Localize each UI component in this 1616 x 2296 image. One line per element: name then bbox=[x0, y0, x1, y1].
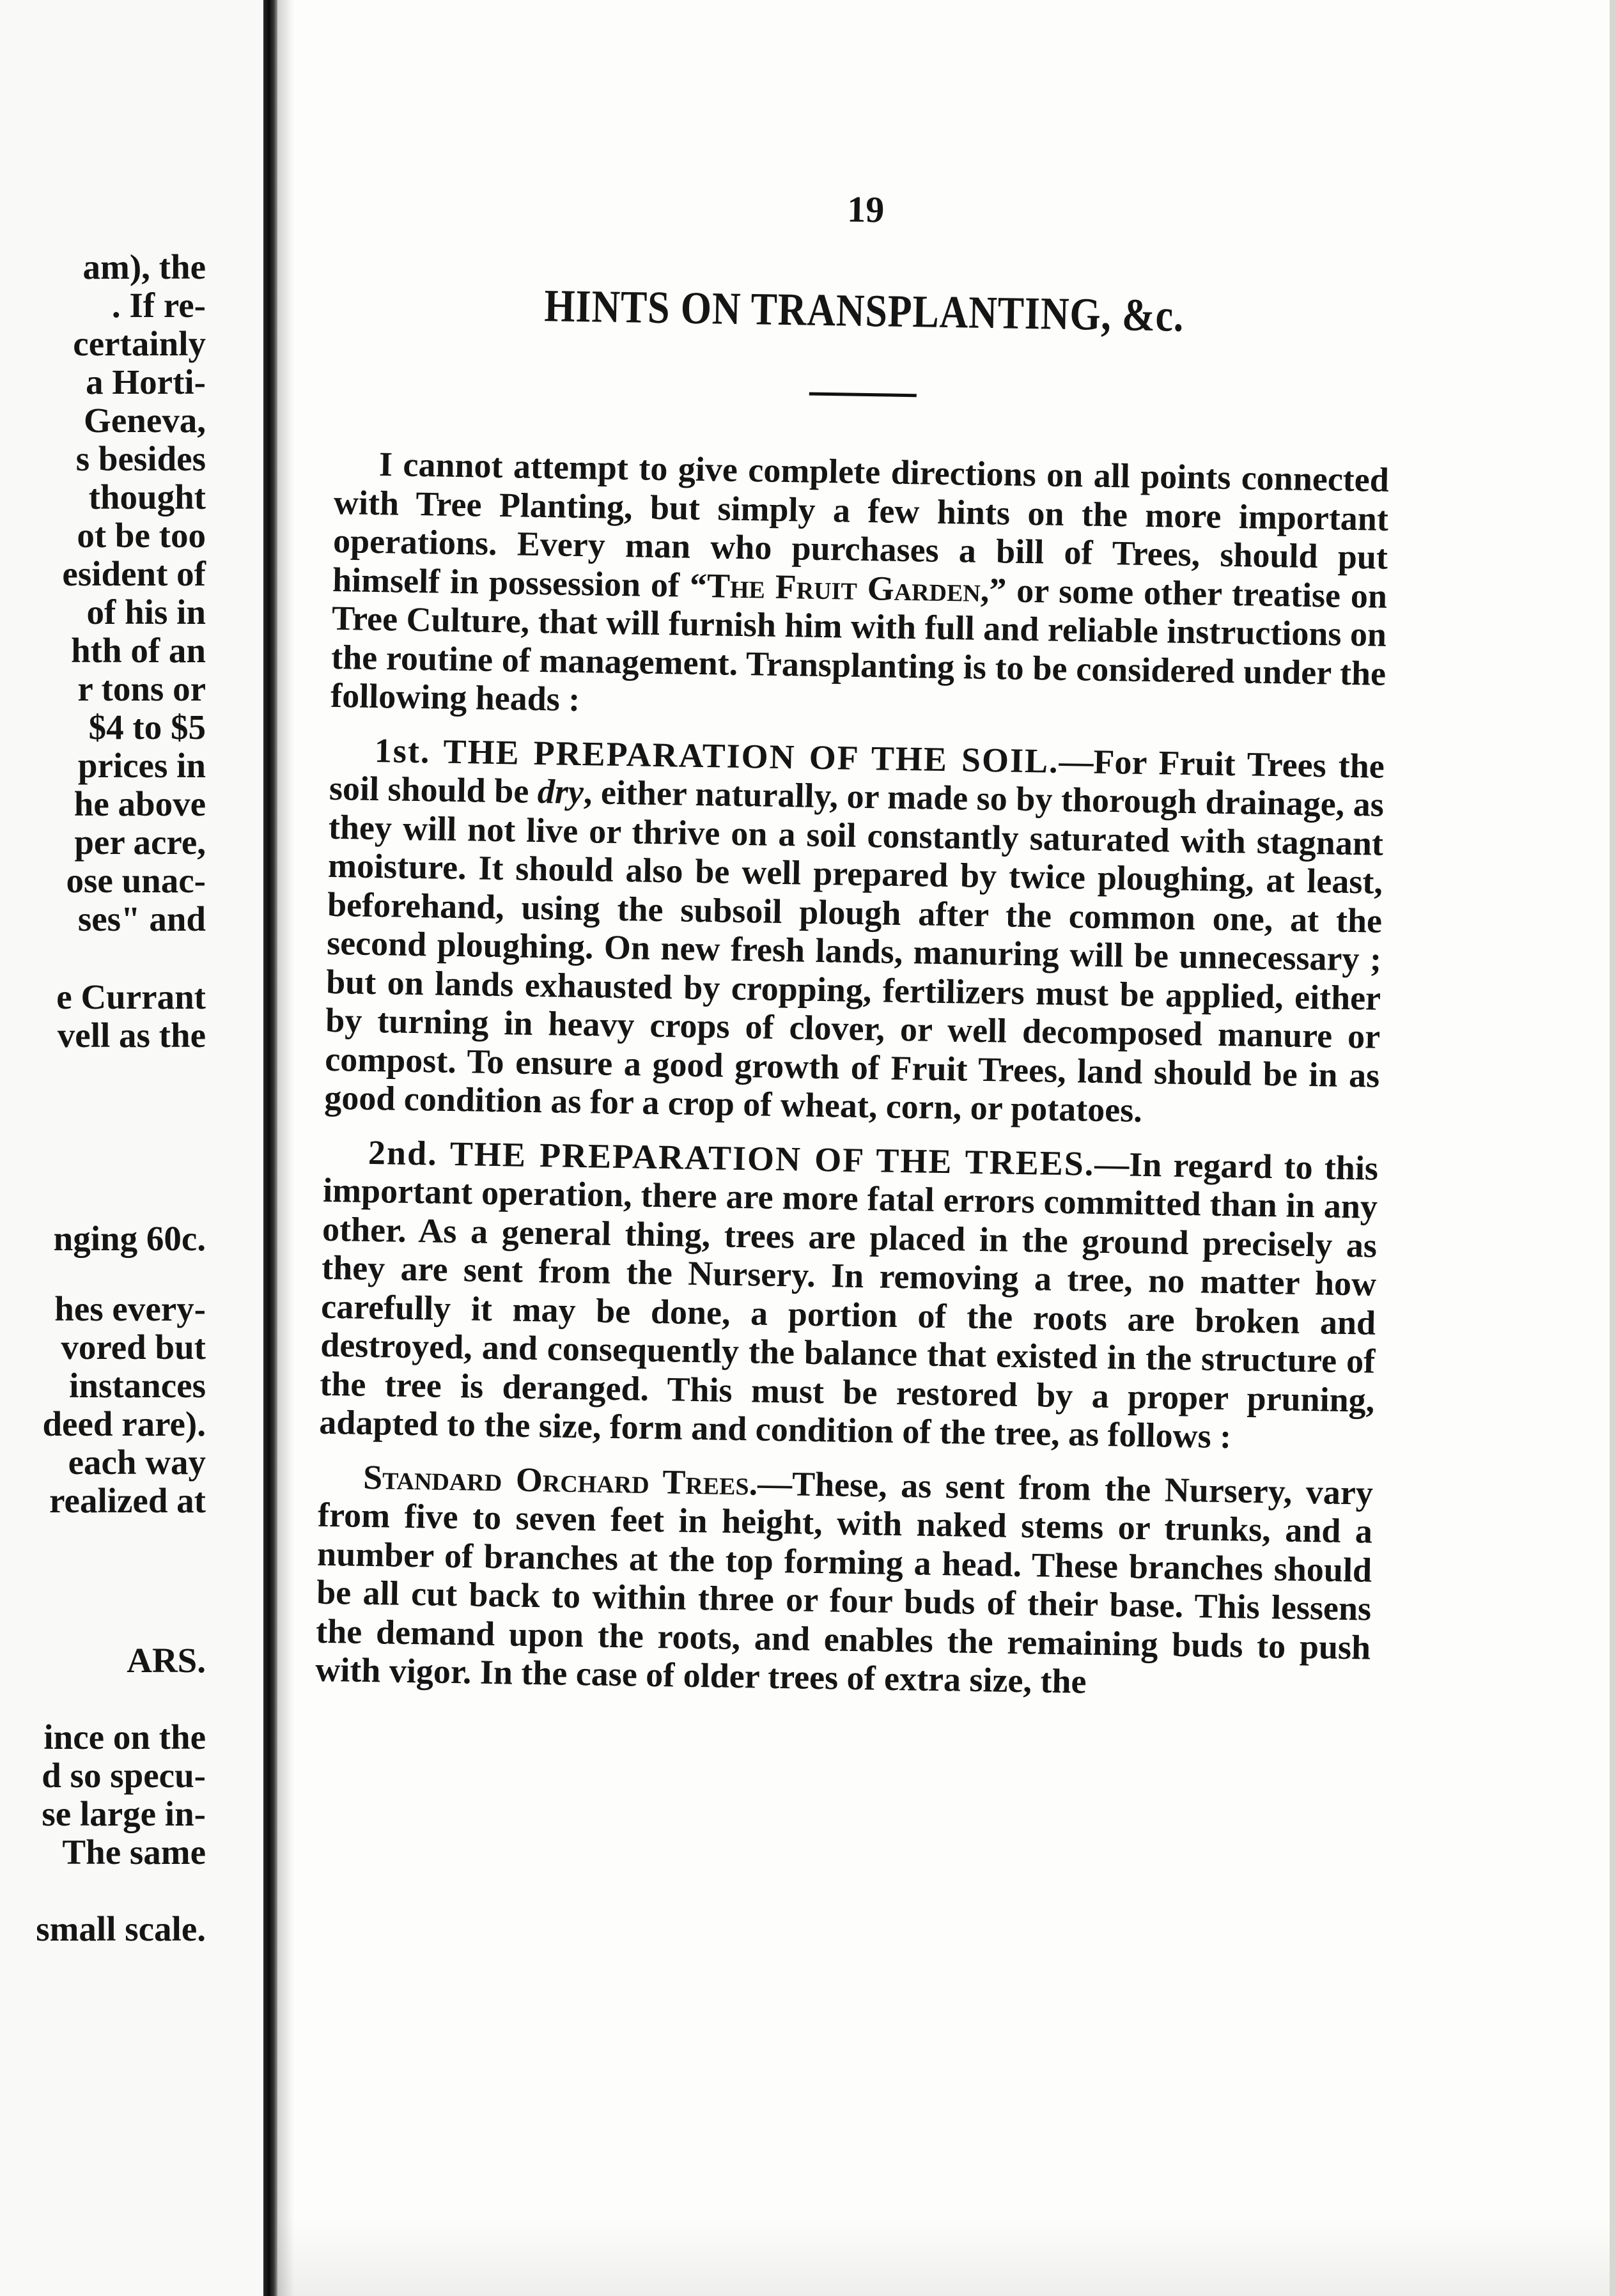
book-title: The Fruit Garden, bbox=[706, 566, 990, 609]
left-fragment: am), the bbox=[82, 247, 206, 286]
soil-paragraph bbox=[324, 730, 1385, 1133]
left-fragment: thought bbox=[88, 477, 206, 516]
trees-section-label: 2nd. THE PREPARATION OF THE TREES. bbox=[368, 1133, 1095, 1183]
intro-paragraph bbox=[330, 444, 1389, 731]
standard-trees-paragraph bbox=[315, 1457, 1373, 1705]
left-fragment: certainly bbox=[73, 324, 206, 363]
left-fragment: s besides bbox=[75, 439, 206, 478]
left-fragment: The same bbox=[62, 1833, 206, 1872]
left-fragment: realized at bbox=[49, 1481, 206, 1520]
left-fragment: prices in bbox=[77, 746, 206, 785]
left-fragment: of his in bbox=[86, 593, 206, 632]
left-fragment: Geneva, bbox=[84, 401, 206, 440]
left-fragment: hth of an bbox=[71, 631, 206, 670]
left-fragment: r tons or bbox=[77, 669, 206, 708]
left-fragment: se large in- bbox=[42, 1794, 206, 1833]
soil-section-label: 1st. THE PREPARATION OF THE SOIL. bbox=[374, 731, 1060, 780]
trees-paragraph bbox=[319, 1132, 1378, 1458]
soil-text-start: —For Fruit Trees the soil should be bbox=[329, 741, 1385, 811]
left-fragment: small scale. bbox=[36, 1909, 206, 1948]
left-fragment: ose unac- bbox=[66, 861, 206, 900]
left-fragment: ince on the bbox=[43, 1718, 206, 1757]
left-facing-page bbox=[0, 0, 263, 2296]
right-page bbox=[315, 179, 1394, 1721]
standard-trees-text: —These, as sent from the Nursery, vary from five to seven feet in height, with naked stems or trunks, and a number of branches at the top forming a head. These branches should be all cut back to within three or four buds of their base. This lessens the demand upon the roots, and enables the remaining buds to push with vigor. In the case of older trees of extra size, the bbox=[315, 1464, 1374, 1701]
left-fragment: ARS. bbox=[127, 1641, 206, 1680]
left-fragment: instances bbox=[69, 1366, 206, 1405]
left-fragment: vored but bbox=[61, 1328, 206, 1367]
left-fragment: e Currant bbox=[56, 977, 206, 1016]
gutter-shadow bbox=[277, 0, 294, 2296]
intro-text-start: I cannot attempt to give complete directions on all points connected with Tree Planting, but simply a few hints on the more important operations. Every man who purchases a bill of Trees, should put himself in possession of “ bbox=[332, 445, 1390, 605]
page-number: 19 bbox=[846, 188, 885, 231]
left-fragment: he above bbox=[74, 784, 206, 823]
left-fragment: ses" and bbox=[77, 899, 206, 938]
heading-rule bbox=[809, 392, 917, 398]
left-fragment: vell as the bbox=[57, 1016, 206, 1055]
page-heading: HINTS ON TRANSPLANTING, &c. bbox=[543, 280, 1185, 341]
left-fragment: a Horti- bbox=[86, 362, 206, 401]
intro-text-end: ” or some other treatise on Tree Culture, that will furnish him with full and reliable instructions on the routine of management. Transplanting is to be considered under the following heads : bbox=[330, 570, 1388, 719]
soil-emphasis: dry bbox=[537, 772, 584, 812]
soil-text-end: , either naturally, or made so by thorough drainage, as they will not live or thrive on a soil constantly saturated with stagnant moisture. It should also be well prepared by twice ploughing, at least, beforehand, using the subsoil plough after the common one, at the second ploughing. On new fresh lands, manuring will be unnecessary ; but on lands exhausted by cropping, fertilizers must be applied, either by turning in heavy crops of clover, or well decomposed manure or compost. To ensure a good growth of Fruit Trees, land should be in as good condition as for a crop of wheat, corn, or potatoes. bbox=[323, 773, 1385, 1129]
page-bottom-shadow bbox=[277, 2218, 1616, 2296]
left-fragment: nging 60c. bbox=[53, 1219, 206, 1258]
left-fragment: each way bbox=[68, 1443, 206, 1482]
left-fragment: hes every- bbox=[54, 1289, 206, 1328]
left-fragment: d so specu- bbox=[42, 1756, 206, 1795]
left-fragment: deed rare). bbox=[42, 1404, 206, 1443]
left-fragment: . If re- bbox=[111, 286, 206, 325]
left-fragment: per acre, bbox=[74, 823, 206, 862]
page-right-edge bbox=[1610, 0, 1616, 2296]
standard-trees-label: Standard Orchard Trees. bbox=[362, 1457, 758, 1503]
book-gutter bbox=[263, 0, 277, 2296]
left-fragment: $4 to $5 bbox=[88, 708, 206, 747]
left-fragment: ot be too bbox=[77, 516, 206, 555]
left-fragment: esident of bbox=[62, 554, 206, 593]
trees-text: —In regard to this important operation, there are more fatal errors committed than in any other. As a general thing, trees are placed in the ground precisely as they are sent from the Nursery. In removing a tree, no matter how carefully it may be done, a portion of the roots are broken and destroyed, and consequently the balance that existed in the structure of the tree is deranged. This must be restored by a proper pruning, adapted to the size, form and condition of the tree, as follows : bbox=[318, 1144, 1379, 1456]
